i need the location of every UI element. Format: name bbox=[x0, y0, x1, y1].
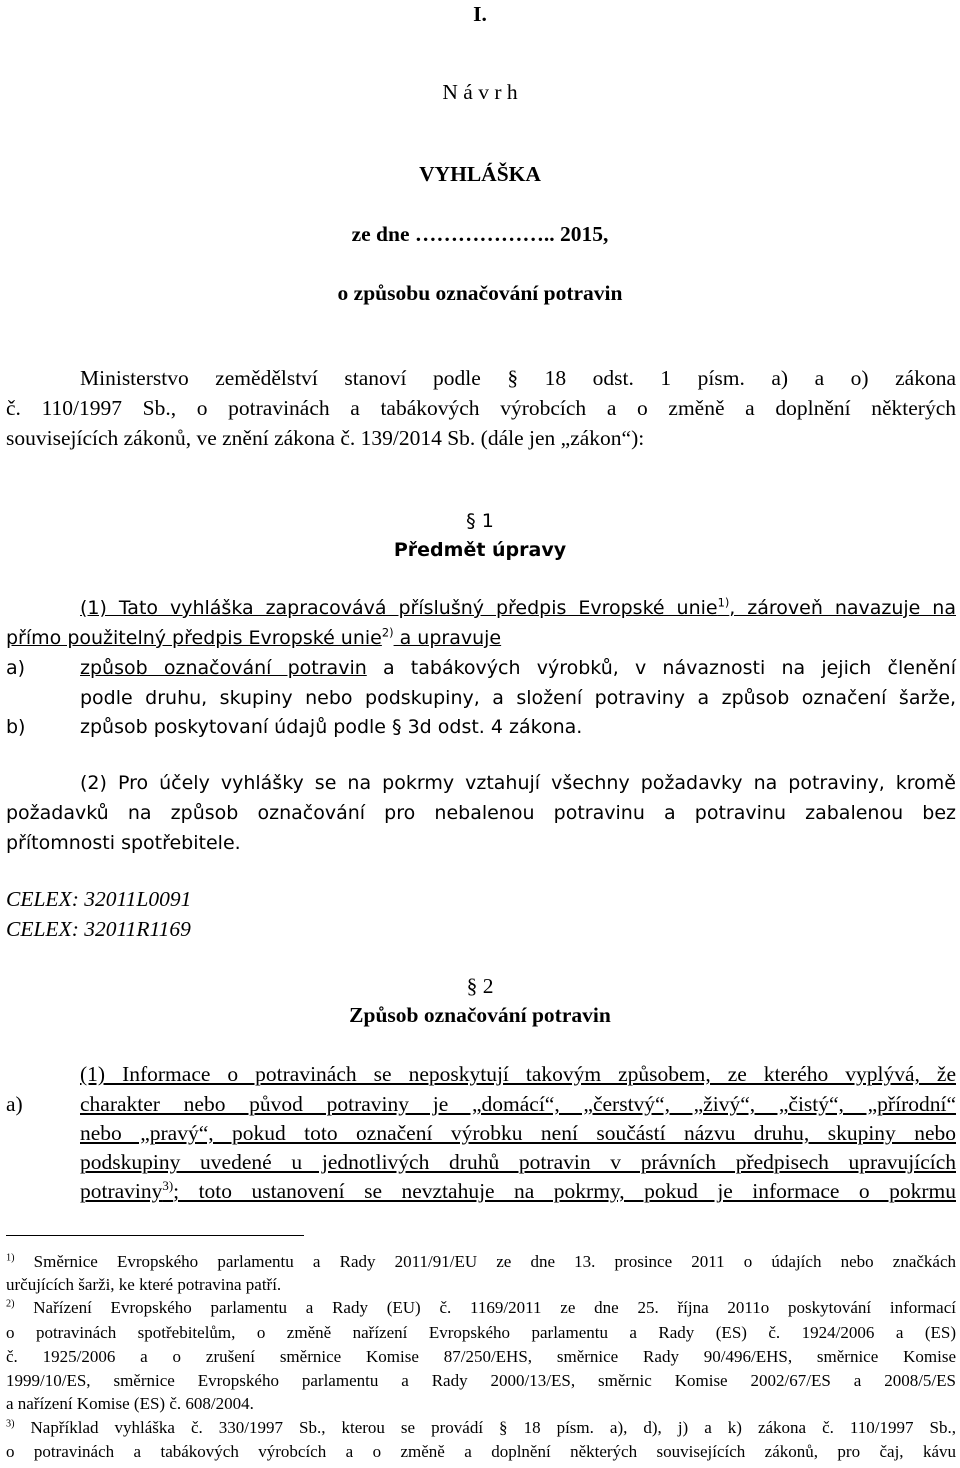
footnote-2-line-1: $^{2)}$ Nařízení Evropského parlamentu a Rady (EU) č. 1169/2011 ze dne 25. října 2011o poskytování informací bbox=[6, 1298, 956, 1317]
section-1-number: § 1 bbox=[466, 510, 494, 532]
section-1-title: Předmět úpravy bbox=[393, 539, 567, 561]
footnote-1-line-2: určujících šarži, ke které potravina patří. bbox=[6, 1275, 282, 1294]
s2-item-a-line-1: charakter nebo původ potraviny je „domácí“, „čerstvý“, „živý“, „čistý“, „přírodní“ bbox=[80, 1092, 956, 1116]
s2-item-a-line-2: nebo „pravý“, pokud toto označení výrobku není součástí názvu druhu, skupiny nebo bbox=[80, 1121, 956, 1145]
section-2-title: Způsob označování potravin bbox=[349, 1003, 611, 1027]
s1-paragraph-2-line-1: (2) Pro účely vyhlášky se na pokrmy vztahují všechny požadavky na potraviny, kromě bbox=[80, 772, 956, 794]
s2-item-a-line-3: podskupiny uvedené u jednotlivých druhů potravin v právních předpisech upravujících bbox=[80, 1150, 956, 1174]
footnote-3-line-2: o potravinách a tabákových výrobcích a o změně a doplnění některých souvisejících zákonů, pro čaj, kávu bbox=[6, 1442, 956, 1461]
document-date: ze dne ……………….. 2015, bbox=[351, 222, 609, 246]
s1-item-a-label: a) bbox=[6, 657, 26, 679]
footnote-2-line-5: a nařízení Komise (ES) č. 608/2004. bbox=[6, 1394, 254, 1413]
section-2-number: § 2 bbox=[466, 974, 494, 998]
preamble-line-1: Ministerstvo zemědělství stanoví podle § 18 odst. 1 písm. a) a o) zákona bbox=[80, 366, 956, 390]
s1-paragraph-2-line-3: přítomnosti spotřebitele. bbox=[6, 832, 241, 854]
s1-paragraph-2-line-2: požadavků na způsob označování pro nebalenou potravinu a potravinu zabalenou bez bbox=[6, 802, 956, 824]
celex-ref-1: CELEX: 32011L0091 bbox=[6, 887, 192, 911]
footnote-3-line-1: $^{3)}$ Například vyhláška č. 330/1997 Sb., kterou se provádí § 18 písm. a), d), j) a k) zákona č. 110/1997 Sb., bbox=[6, 1418, 956, 1437]
footnote-2-line-4: 1999/10/ES, směrnice Evropského parlamentu a Rady 2000/13/ES, směrnic Komise 2002/67/ES a 2008/5/ES bbox=[6, 1371, 956, 1390]
footnote-1-line-1: $^{1)}$ Směrnice Evropského parlamentu a Rady 2011/91/EU ze dne 13. prosince 2011 o údajích nebo značkách bbox=[6, 1252, 956, 1271]
document-subject: o způsobu označování potravin bbox=[337, 281, 623, 305]
celex-ref-2: CELEX: 32011R1169 bbox=[6, 917, 191, 941]
preamble-line-2: č. 110/1997 Sb., o potravinách a tabákových výrobcích a o změně a doplnění některých bbox=[6, 396, 956, 420]
roman-numeral: I. bbox=[473, 2, 487, 26]
s2-item-a-label: a) bbox=[6, 1092, 23, 1116]
s1-item-b-label: b) bbox=[6, 716, 26, 738]
document-type: VYHLÁŠKA bbox=[419, 162, 541, 186]
s1-item-a-line-2: podle druhu, skupiny nebo podskupiny, a složení potraviny a způsob označení šarže, bbox=[80, 687, 956, 709]
s1-item-b-line: způsob poskytovaní údajů podle § 3d odst. 4 zákona. bbox=[80, 716, 583, 738]
s1-item-a-line-1: způsob označování potravin a tabákových výrobků, v návaznosti na jejich členění bbox=[80, 657, 956, 679]
s2-paragraph-1-line-1: (1) Informace o potravinách se neposkytují takovým způsobem, ze kterého vyplývá, že bbox=[80, 1062, 956, 1086]
draft-label: N á v r h bbox=[442, 80, 518, 104]
s2-item-a-line-4: potraviny$^{3)}$; toto ustanovení se nevztahuje na pokrmy, pokud je informace o pokrmu bbox=[80, 1178, 956, 1203]
footnote-2-line-3: č. 1925/2006 a o zrušení směrnice Komise 87/250/EHS, směrnice Rady 90/496/EHS, směrnice Komise bbox=[6, 1347, 956, 1366]
preamble-line-3: souvisejících zákonů, ve znění zákona č. 139/2014 Sb. (dále jen „zákon“): bbox=[6, 426, 645, 450]
s1-paragraph-1-line-1: (1) Tato vyhláška zapracovává příslušný předpis Evropské unie$^{1)}$, zároveň navazuje na bbox=[80, 595, 956, 619]
s1-paragraph-1-line-2: přímo použitelný předpis Evropské unie$^{2)}$ a upravuje bbox=[6, 625, 502, 649]
footnote-2-line-2: o potravinách spotřebitelům, o změně nařízení Evropského parlamentu a Rady (ES) č. 1924/2006 a (ES) bbox=[6, 1323, 956, 1342]
footnote-separator bbox=[6, 1235, 304, 1236]
